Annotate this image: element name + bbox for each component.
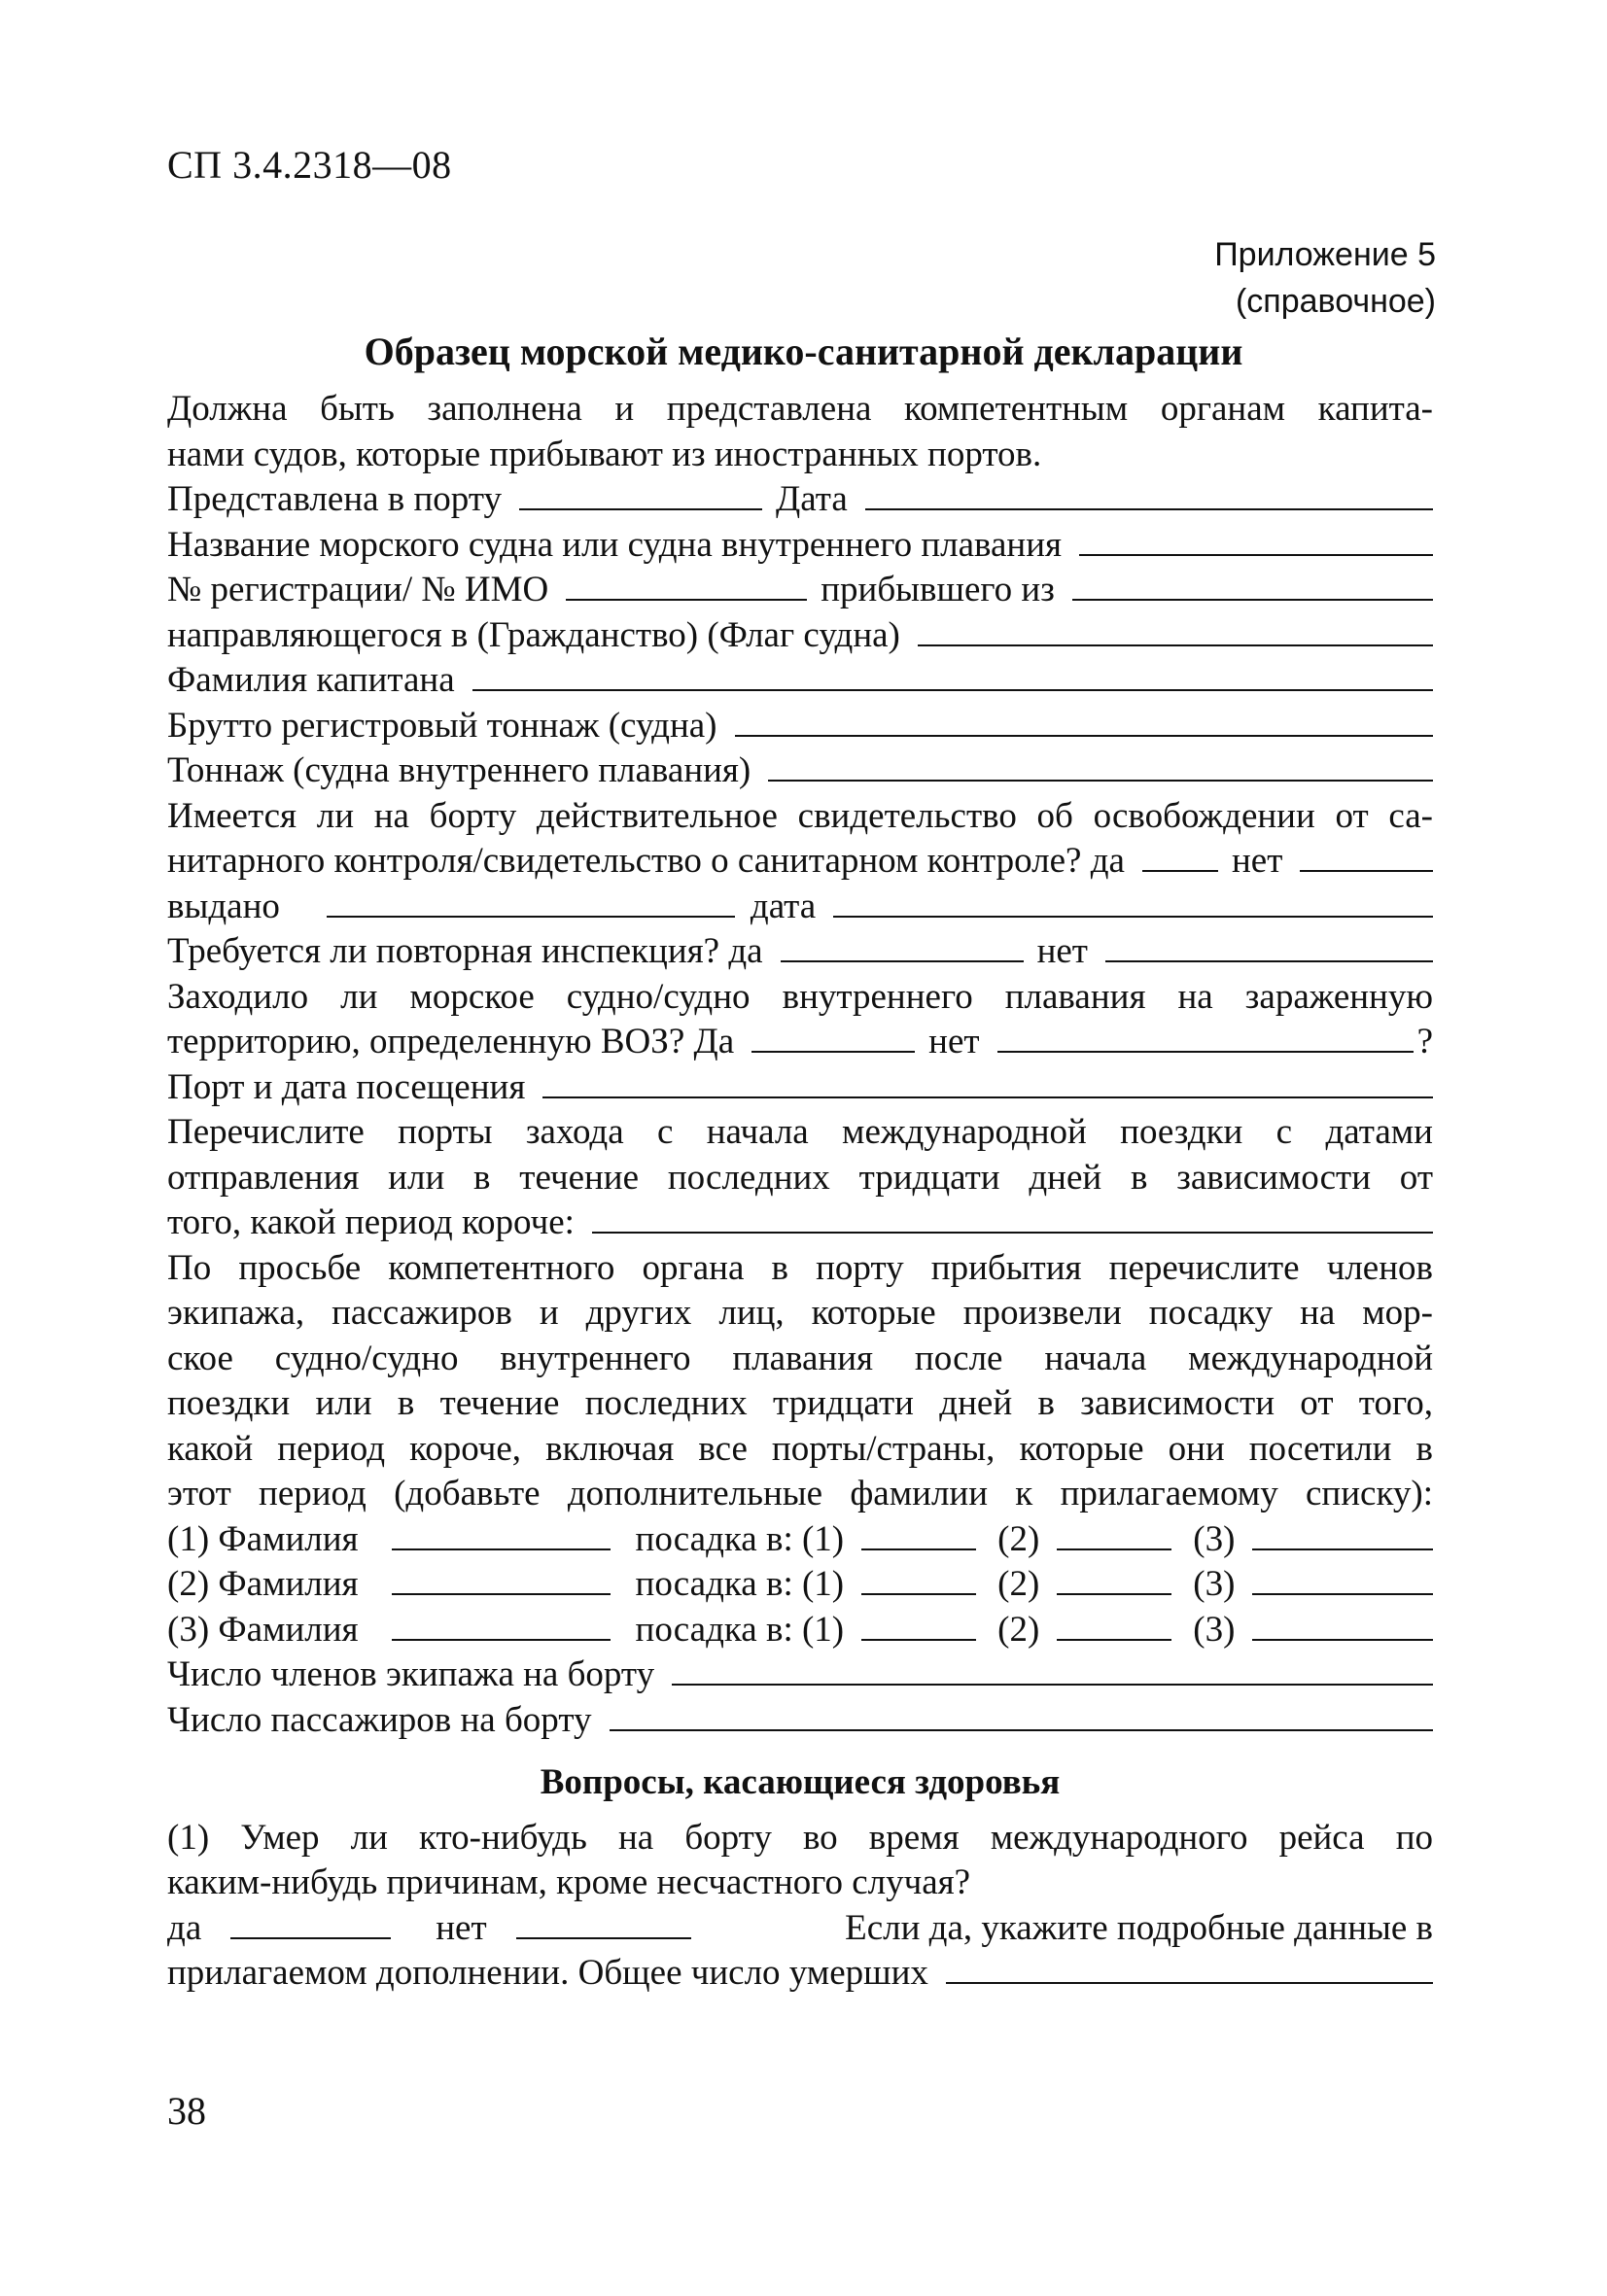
boarding-2-field[interactable] <box>1057 1610 1171 1641</box>
boarding-2-label: (2) <box>997 1518 1040 1559</box>
health-q1-line-1: (1) Умер ли кто-нибудь на борту во время международного рейса по <box>167 1817 1433 1858</box>
page-title: Образец морской медико-санитарной декларации <box>364 330 1243 373</box>
reinspection-no-label: нет <box>1036 931 1088 971</box>
health-q1-answer-row <box>167 1906 1433 1952</box>
persons-line-4: поездки или в течение последних тридцати дней в зависимости от того, <box>167 1383 1433 1423</box>
ports-of-call-line-1: Перечислите порты захода с начала международной поездки с датами <box>167 1112 1433 1152</box>
date-field[interactable] <box>865 479 1433 510</box>
appendix-text: прилагаемом дополнении. Общее число умерших <box>167 1953 928 1993</box>
port-visit-row <box>167 1065 1433 1111</box>
boarding-label: посадка в: (1) <box>635 1609 845 1650</box>
vessel-name-row <box>167 523 1433 569</box>
reinspection-yes-field[interactable] <box>781 931 1024 962</box>
boarding-3-label: (3) <box>1193 1609 1236 1650</box>
certificate-issued-row <box>167 885 1433 930</box>
registration-label: № регистрации/ № ИМО <box>167 570 549 609</box>
ports-of-call-line-3: того, какой период короче: <box>167 1202 575 1242</box>
inland-tonnage-label: Тоннаж (судна внутреннего плавания) <box>167 750 751 790</box>
presented-in-port-label: Представлена в порту <box>167 479 503 519</box>
infected-area-question: территорию, определенную ВОЗ? Да <box>167 1022 735 1061</box>
boarding-label: посадка в: (1) <box>635 1518 845 1559</box>
if-yes-text: Если да, укажите подробные данные в <box>845 1907 1433 1948</box>
sailing-to-field[interactable] <box>918 615 1433 646</box>
person-row-3 <box>167 1608 1433 1653</box>
captain-name-label: Фамилия капитана <box>167 660 455 700</box>
health-section-title: Вопросы, касающиеся здоровья <box>540 1762 1061 1802</box>
certificate-line-1: Имеется ли на борту действительное свидетельство об освобождении от са- <box>167 795 1433 836</box>
deaths-yes-field[interactable] <box>230 1908 391 1939</box>
passenger-count-field[interactable] <box>610 1700 1433 1731</box>
gross-tonnage-field[interactable] <box>735 706 1434 737</box>
persons-line-2: экипажа, пассажиров и других лиц, которые произвели посадку на мор- <box>167 1293 1433 1333</box>
no-label: нет <box>436 1907 487 1948</box>
ports-of-call-row <box>167 1200 1433 1246</box>
boarding-3-label: (3) <box>1193 1564 1236 1604</box>
infected-area-yes-field[interactable] <box>751 1022 915 1053</box>
intro-line-1: Должна быть заполнена и представлена компетентным органам капита- <box>167 389 1433 429</box>
person-label: (2) Фамилия <box>167 1564 359 1604</box>
question-mark: ? <box>1416 1022 1433 1061</box>
appendix-type: (справочное) <box>1235 283 1436 320</box>
reinspection-row <box>167 929 1433 975</box>
persons-line-1: По просьбе компетентного органа в порту прибытия перечислите членов <box>167 1247 1433 1288</box>
registration-field[interactable] <box>566 570 807 601</box>
reinspection-no-field[interactable] <box>1105 931 1433 962</box>
persons-line-5: какой период короче, включая все порты/страны, которые они посетили в <box>167 1428 1433 1469</box>
page-number: 38 <box>167 2089 206 2133</box>
deaths-no-field[interactable] <box>516 1908 691 1939</box>
sailing-to-label: направляющегося в (Гражданство) (Флаг судна) <box>167 614 900 655</box>
person-label: (3) Фамилия <box>167 1609 359 1650</box>
vessel-name-field[interactable] <box>1079 525 1433 556</box>
intro-line-2: нами судов, которые прибывают из иностранных портов. <box>167 434 1042 474</box>
port-visit-label: Порт и дата посещения <box>167 1066 526 1107</box>
person-label: (1) Фамилия <box>167 1518 359 1559</box>
yes-label: да <box>167 1907 202 1948</box>
certificate-no-field[interactable] <box>1300 841 1433 872</box>
declaration-form <box>167 387 1433 1997</box>
certificate-question: нитарного контроля/свидетельство о санитарном контроле? да <box>167 841 1125 881</box>
boarding-2-label: (2) <box>997 1564 1040 1604</box>
port-date-row <box>167 477 1433 523</box>
arrived-from-label: прибывшего из <box>821 570 1055 609</box>
arrived-from-field[interactable] <box>1072 570 1433 601</box>
passenger-count-label: Число пассажиров на борту <box>167 1699 592 1740</box>
person-row-2 <box>167 1562 1433 1608</box>
registration-row <box>167 568 1433 613</box>
persons-line-6: этот период (добавьте дополнительные фамилии к прилагаемому списку): <box>167 1474 1433 1513</box>
deaths-total-field[interactable] <box>946 1953 1433 1984</box>
infected-area-no-field[interactable] <box>997 1022 1414 1053</box>
boarding-3-field[interactable] <box>1252 1519 1433 1550</box>
boarding-2-field[interactable] <box>1057 1564 1171 1595</box>
infected-area-no-label: нет <box>928 1022 980 1061</box>
infected-area-line-1: Заходило ли морское судно/судно внутреннего плавания на зараженную <box>167 976 1433 1017</box>
issued-date-label: дата <box>750 886 817 926</box>
port-visit-field[interactable] <box>542 1067 1433 1098</box>
boarding-3-label: (3) <box>1193 1518 1236 1559</box>
ports-of-call-line-2: отправления или в течение последних тридцати дней в зависимости от <box>167 1157 1433 1198</box>
issued-field[interactable] <box>327 887 735 918</box>
inland-tonnage-field[interactable] <box>768 750 1433 782</box>
gross-tonnage-label: Брутто регистровый тоннаж (судна) <box>167 705 717 746</box>
certificate-row <box>167 839 1433 885</box>
boarding-1-field[interactable] <box>861 1519 976 1550</box>
captain-name-field[interactable] <box>472 660 1433 691</box>
reinspection-question: Требуется ли повторная инспекция? да <box>167 931 763 971</box>
crew-count-row <box>167 1652 1433 1698</box>
person-name-field[interactable] <box>392 1519 611 1550</box>
health-q1-line-2: каким-нибудь причинам, кроме несчастного случая? <box>167 1862 971 1902</box>
boarding-1-field[interactable] <box>861 1610 976 1641</box>
certificate-yes-field[interactable] <box>1142 841 1218 872</box>
persons-line-3: ское судно/судно внутреннего плавания после начала международной <box>167 1338 1433 1378</box>
deaths-total-row <box>167 1951 1433 1997</box>
boarding-1-field[interactable] <box>861 1564 976 1595</box>
vessel-name-label: Название морского судна или судна внутреннего плавания <box>167 524 1063 565</box>
date-label: Дата <box>776 479 848 519</box>
certificate-no-label: нет <box>1231 841 1283 881</box>
ports-of-call-field[interactable] <box>592 1202 1433 1234</box>
crew-count-field[interactable] <box>672 1654 1433 1686</box>
infected-area-row <box>167 1020 1433 1065</box>
port-field[interactable] <box>519 479 762 510</box>
boarding-2-field[interactable] <box>1057 1519 1171 1550</box>
person-name-field[interactable] <box>392 1564 611 1595</box>
appendix-number: Приложение 5 <box>1214 236 1436 273</box>
inland-tonnage-row <box>167 748 1433 794</box>
issued-label: выдано <box>167 886 280 926</box>
boarding-label: посадка в: (1) <box>635 1564 845 1604</box>
passenger-count-row <box>167 1698 1433 1744</box>
captain-row <box>167 658 1433 704</box>
boarding-2-label: (2) <box>997 1609 1040 1650</box>
gross-tonnage-row <box>167 704 1433 749</box>
boarding-3-field[interactable] <box>1252 1564 1433 1595</box>
appendix-label <box>1214 231 1436 325</box>
boarding-3-field[interactable] <box>1252 1610 1433 1641</box>
person-name-field[interactable] <box>392 1610 611 1641</box>
person-row-1 <box>167 1517 1433 1563</box>
sailing-to-row <box>167 613 1433 659</box>
issued-date-field[interactable] <box>833 887 1433 918</box>
crew-count-label: Число членов экипажа на борту <box>167 1654 655 1694</box>
document-code: СП 3.4.2318—08 <box>167 143 452 187</box>
